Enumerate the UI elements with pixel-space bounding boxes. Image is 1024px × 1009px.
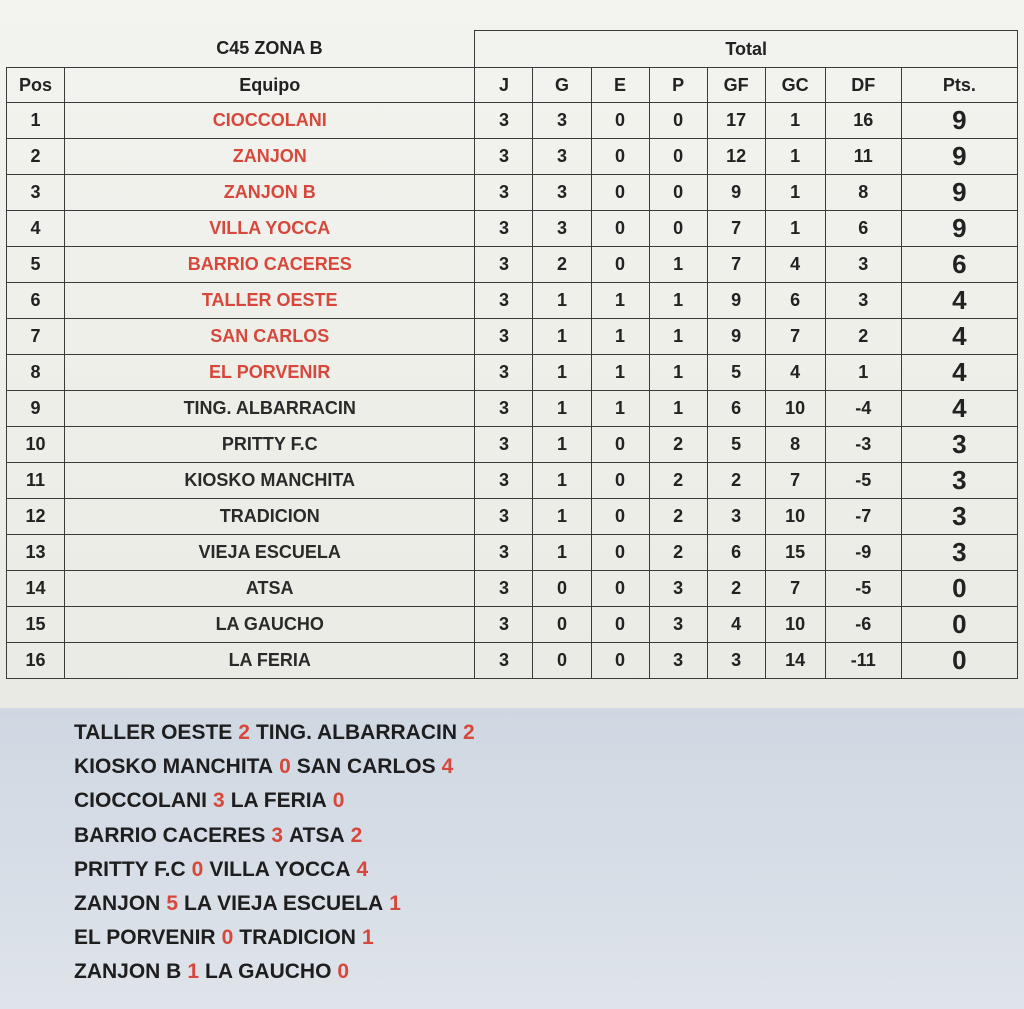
cell-pts: 9 bbox=[901, 139, 1017, 175]
cell-g: 0 bbox=[533, 607, 591, 643]
cell-pos: 15 bbox=[7, 607, 65, 643]
cell-pos: 6 bbox=[7, 283, 65, 319]
cell-p: 1 bbox=[649, 247, 707, 283]
cell-df: 11 bbox=[825, 139, 901, 175]
cell-df: 1 bbox=[825, 355, 901, 391]
cell-gc: 4 bbox=[765, 355, 825, 391]
cell-e: 0 bbox=[591, 103, 649, 139]
result-home-team: TALLER OESTE bbox=[74, 721, 233, 744]
table-row bbox=[7, 463, 1018, 499]
cell-j: 3 bbox=[475, 571, 533, 607]
cell-j: 3 bbox=[475, 607, 533, 643]
result-home-score: 5 bbox=[166, 891, 179, 915]
cell-g: 1 bbox=[533, 535, 591, 571]
cell-df: -9 bbox=[825, 535, 901, 571]
cell-df: -5 bbox=[825, 463, 901, 499]
cell-e: 0 bbox=[591, 211, 649, 247]
cell-g: 1 bbox=[533, 283, 591, 319]
result-away-team: LA GAUCHO bbox=[205, 960, 332, 984]
results-list bbox=[74, 716, 481, 990]
header-g: G bbox=[533, 68, 591, 103]
cell-pos: 5 bbox=[7, 247, 65, 283]
cell-p: 3 bbox=[649, 571, 707, 607]
cell-e: 0 bbox=[591, 571, 649, 607]
cell-e: 0 bbox=[591, 175, 649, 211]
cell-e: 0 bbox=[591, 643, 649, 679]
cell-j: 3 bbox=[475, 427, 533, 463]
result-away-score: 4 bbox=[356, 857, 369, 881]
cell-e: 1 bbox=[591, 319, 649, 355]
result-home-team: ZANJON bbox=[74, 891, 161, 915]
cell-gf: 3 bbox=[707, 643, 765, 679]
cell-gf: 12 bbox=[707, 139, 765, 175]
cell-pts: 9 bbox=[901, 211, 1017, 247]
cell-gf: 9 bbox=[707, 319, 765, 355]
cell-gf: 9 bbox=[707, 175, 765, 211]
cell-p: 1 bbox=[649, 319, 707, 355]
header-gc: GC bbox=[765, 68, 825, 103]
cell-e: 1 bbox=[591, 391, 649, 427]
cell-gc: 8 bbox=[765, 427, 825, 463]
header-pts: Pts. bbox=[901, 68, 1017, 103]
category-title: C45 ZONA B bbox=[65, 31, 475, 68]
cell-pts: 6 bbox=[901, 247, 1017, 283]
cell-df: -4 bbox=[825, 391, 901, 427]
result-home-team: KIOSKO MANCHITA bbox=[74, 755, 274, 779]
result-item bbox=[74, 716, 481, 750]
cell-pts: 4 bbox=[901, 355, 1017, 391]
cell-j: 3 bbox=[475, 391, 533, 427]
cell-j: 3 bbox=[475, 319, 533, 355]
cell-pos: 4 bbox=[7, 211, 65, 247]
cell-gc: 1 bbox=[765, 139, 825, 175]
cell-gf: 3 bbox=[707, 499, 765, 535]
result-away-score: 4 bbox=[441, 755, 454, 779]
cell-e: 0 bbox=[591, 463, 649, 499]
standings-body bbox=[7, 103, 1018, 679]
cell-g: 0 bbox=[533, 571, 591, 607]
table-row bbox=[7, 643, 1018, 679]
cell-p: 2 bbox=[649, 535, 707, 571]
cell-p: 1 bbox=[649, 355, 707, 391]
table-row bbox=[7, 247, 1018, 283]
result-item bbox=[74, 853, 481, 887]
result-item bbox=[74, 955, 481, 989]
cell-p: 2 bbox=[649, 499, 707, 535]
total-header: Total bbox=[475, 31, 1018, 68]
cell-team: LA FERIA bbox=[65, 643, 475, 679]
cell-gf: 9 bbox=[707, 283, 765, 319]
cell-team: TRADICION bbox=[65, 499, 475, 535]
cell-team: LA GAUCHO bbox=[65, 607, 475, 643]
cell-j: 3 bbox=[475, 139, 533, 175]
cell-df: 6 bbox=[825, 211, 901, 247]
cell-pos: 7 bbox=[7, 319, 65, 355]
cell-j: 3 bbox=[475, 103, 533, 139]
result-home-team: ZANJON B bbox=[74, 960, 182, 984]
result-home-score: 0 bbox=[221, 926, 234, 950]
cell-p: 1 bbox=[649, 283, 707, 319]
table-row bbox=[7, 355, 1018, 391]
cell-g: 1 bbox=[533, 319, 591, 355]
result-away-score: 1 bbox=[389, 891, 401, 915]
header-p: P bbox=[649, 68, 707, 103]
cell-gf: 7 bbox=[707, 211, 765, 247]
cell-gc: 7 bbox=[765, 463, 825, 499]
cell-j: 3 bbox=[475, 535, 533, 571]
cell-j: 3 bbox=[475, 643, 533, 679]
cell-p: 3 bbox=[649, 643, 707, 679]
cell-df: -7 bbox=[825, 499, 901, 535]
table-row bbox=[7, 535, 1018, 571]
cell-gf: 5 bbox=[707, 427, 765, 463]
cell-p: 1 bbox=[649, 391, 707, 427]
cell-team: PRITTY F.C bbox=[65, 427, 475, 463]
cell-pts: 9 bbox=[901, 175, 1017, 211]
header-pos: Pos bbox=[7, 68, 65, 103]
cell-p: 2 bbox=[649, 427, 707, 463]
cell-team: BARRIO CACERES bbox=[65, 247, 475, 283]
cell-team: VIEJA ESCUELA bbox=[65, 535, 475, 571]
cell-pts: 3 bbox=[901, 463, 1017, 499]
result-home-score: 0 bbox=[191, 857, 204, 881]
cell-g: 3 bbox=[533, 139, 591, 175]
cell-pos: 1 bbox=[7, 103, 65, 139]
cell-pts: 3 bbox=[901, 535, 1017, 571]
cell-pts: 4 bbox=[901, 319, 1017, 355]
cell-j: 3 bbox=[475, 499, 533, 535]
cell-df: -5 bbox=[825, 571, 901, 607]
cell-j: 3 bbox=[475, 283, 533, 319]
result-item bbox=[74, 784, 481, 818]
result-away-score: 0 bbox=[337, 960, 350, 984]
table-row bbox=[7, 319, 1018, 355]
cell-e: 1 bbox=[591, 283, 649, 319]
cell-gf: 2 bbox=[707, 463, 765, 499]
table-row bbox=[7, 571, 1018, 607]
cell-p: 0 bbox=[649, 139, 707, 175]
cell-df: 2 bbox=[825, 319, 901, 355]
result-away-team: ATSA bbox=[289, 823, 345, 847]
cell-gf: 2 bbox=[707, 571, 765, 607]
cell-df: 3 bbox=[825, 247, 901, 283]
cell-team: TALLER OESTE bbox=[65, 283, 475, 319]
cell-gf: 7 bbox=[707, 247, 765, 283]
cell-pts: 3 bbox=[901, 499, 1017, 535]
result-item bbox=[74, 921, 481, 955]
cell-e: 0 bbox=[591, 535, 649, 571]
cell-gc: 10 bbox=[765, 607, 825, 643]
cell-gc: 6 bbox=[765, 283, 825, 319]
cell-gf: 17 bbox=[707, 103, 765, 139]
cell-g: 1 bbox=[533, 499, 591, 535]
cell-df: 3 bbox=[825, 283, 901, 319]
cell-gf: 6 bbox=[707, 391, 765, 427]
cell-gc: 1 bbox=[765, 175, 825, 211]
cell-g: 3 bbox=[533, 211, 591, 247]
cell-e: 0 bbox=[591, 427, 649, 463]
table-row bbox=[7, 103, 1018, 139]
cell-j: 3 bbox=[475, 175, 533, 211]
cell-gf: 4 bbox=[707, 607, 765, 643]
cell-pos: 2 bbox=[7, 139, 65, 175]
cell-pos: 11 bbox=[7, 463, 65, 499]
cell-df: -3 bbox=[825, 427, 901, 463]
cell-p: 0 bbox=[649, 175, 707, 211]
cell-g: 3 bbox=[533, 175, 591, 211]
cell-gf: 5 bbox=[707, 355, 765, 391]
result-away-team: SAN CARLOS bbox=[296, 755, 436, 779]
cell-team: EL PORVENIR bbox=[65, 355, 475, 391]
table-row bbox=[7, 283, 1018, 319]
result-home-score: 3 bbox=[271, 823, 284, 847]
result-away-score: 2 bbox=[463, 721, 475, 744]
table-row bbox=[7, 607, 1018, 643]
cell-pts: 0 bbox=[901, 643, 1017, 679]
cell-df: 8 bbox=[825, 175, 901, 211]
cell-pos: 12 bbox=[7, 499, 65, 535]
cell-pts: 3 bbox=[901, 427, 1017, 463]
cell-df: 16 bbox=[825, 103, 901, 139]
cell-pos: 14 bbox=[7, 571, 65, 607]
cell-team: ZANJON bbox=[65, 139, 475, 175]
table-row bbox=[7, 139, 1018, 175]
result-item bbox=[74, 887, 481, 921]
table-row bbox=[7, 391, 1018, 427]
cell-g: 1 bbox=[533, 463, 591, 499]
result-away-team: TRADICION bbox=[239, 926, 356, 950]
result-away-team: VILLA YOCCA bbox=[209, 857, 351, 881]
cell-pos: 9 bbox=[7, 391, 65, 427]
cell-j: 3 bbox=[475, 463, 533, 499]
result-away-team: LA FERIA bbox=[230, 789, 327, 813]
header-gf: GF bbox=[707, 68, 765, 103]
cell-df: -11 bbox=[825, 643, 901, 679]
cell-p: 0 bbox=[649, 103, 707, 139]
header-df: DF bbox=[825, 68, 901, 103]
cell-team: TING. ALBARRACIN bbox=[65, 391, 475, 427]
cell-gc: 15 bbox=[765, 535, 825, 571]
cell-g: 2 bbox=[533, 247, 591, 283]
result-home-score: 0 bbox=[279, 755, 291, 779]
cell-g: 1 bbox=[533, 391, 591, 427]
cell-j: 3 bbox=[475, 355, 533, 391]
cell-e: 0 bbox=[591, 499, 649, 535]
cell-team: KIOSKO MANCHITA bbox=[65, 463, 475, 499]
cell-pts: 0 bbox=[901, 607, 1017, 643]
cell-team: CIOCCOLANI bbox=[65, 103, 475, 139]
table-row bbox=[7, 175, 1018, 211]
cell-pos: 3 bbox=[7, 175, 65, 211]
cell-p: 2 bbox=[649, 463, 707, 499]
cell-df: -6 bbox=[825, 607, 901, 643]
cell-pos: 8 bbox=[7, 355, 65, 391]
cell-gc: 10 bbox=[765, 391, 825, 427]
result-home-team: CIOCCOLANI bbox=[74, 789, 207, 813]
cell-pts: 4 bbox=[901, 283, 1017, 319]
result-item bbox=[74, 819, 481, 853]
cell-j: 3 bbox=[475, 247, 533, 283]
cell-pts: 0 bbox=[901, 571, 1017, 607]
result-home-team: EL PORVENIR bbox=[74, 926, 216, 950]
header-e: E bbox=[591, 68, 649, 103]
cell-pos: 13 bbox=[7, 535, 65, 571]
result-home-team: BARRIO CACERES bbox=[74, 823, 266, 847]
cell-g: 3 bbox=[533, 103, 591, 139]
cell-p: 0 bbox=[649, 211, 707, 247]
result-item bbox=[74, 750, 481, 784]
header-j: J bbox=[475, 68, 533, 103]
cell-e: 0 bbox=[591, 247, 649, 283]
result-home-team: PRITTY F.C bbox=[74, 857, 186, 881]
cell-team: SAN CARLOS bbox=[65, 319, 475, 355]
cell-pos: 10 bbox=[7, 427, 65, 463]
cell-gc: 4 bbox=[765, 247, 825, 283]
blank-corner bbox=[7, 31, 65, 68]
header-team: Equipo bbox=[65, 68, 475, 103]
table-row bbox=[7, 499, 1018, 535]
cell-gc: 1 bbox=[765, 103, 825, 139]
cell-pts: 9 bbox=[901, 103, 1017, 139]
table-row bbox=[7, 211, 1018, 247]
result-home-score: 2 bbox=[238, 721, 250, 744]
cell-team: VILLA YOCCA bbox=[65, 211, 475, 247]
cell-gc: 7 bbox=[765, 319, 825, 355]
result-away-team: LA VIEJA ESCUELA bbox=[184, 891, 384, 915]
cell-gc: 1 bbox=[765, 211, 825, 247]
cell-e: 0 bbox=[591, 139, 649, 175]
cell-g: 0 bbox=[533, 643, 591, 679]
cell-gf: 6 bbox=[707, 535, 765, 571]
cell-g: 1 bbox=[533, 355, 591, 391]
results-section bbox=[0, 708, 1024, 1009]
result-away-score: 1 bbox=[361, 926, 374, 950]
cell-e: 1 bbox=[591, 355, 649, 391]
cell-gc: 14 bbox=[765, 643, 825, 679]
table-row bbox=[7, 427, 1018, 463]
cell-gc: 10 bbox=[765, 499, 825, 535]
result-away-score: 2 bbox=[350, 823, 363, 847]
standings-table bbox=[6, 30, 1018, 679]
result-away-score: 0 bbox=[332, 789, 345, 813]
cell-pos: 16 bbox=[7, 643, 65, 679]
cell-team: ATSA bbox=[65, 571, 475, 607]
cell-e: 0 bbox=[591, 607, 649, 643]
result-away-team: TING. ALBARRACIN bbox=[255, 721, 458, 744]
cell-j: 3 bbox=[475, 211, 533, 247]
result-home-score: 1 bbox=[187, 960, 200, 984]
cell-g: 1 bbox=[533, 427, 591, 463]
cell-gc: 7 bbox=[765, 571, 825, 607]
result-home-score: 3 bbox=[213, 789, 225, 813]
cell-pts: 4 bbox=[901, 391, 1017, 427]
cell-team: ZANJON B bbox=[65, 175, 475, 211]
cell-p: 3 bbox=[649, 607, 707, 643]
